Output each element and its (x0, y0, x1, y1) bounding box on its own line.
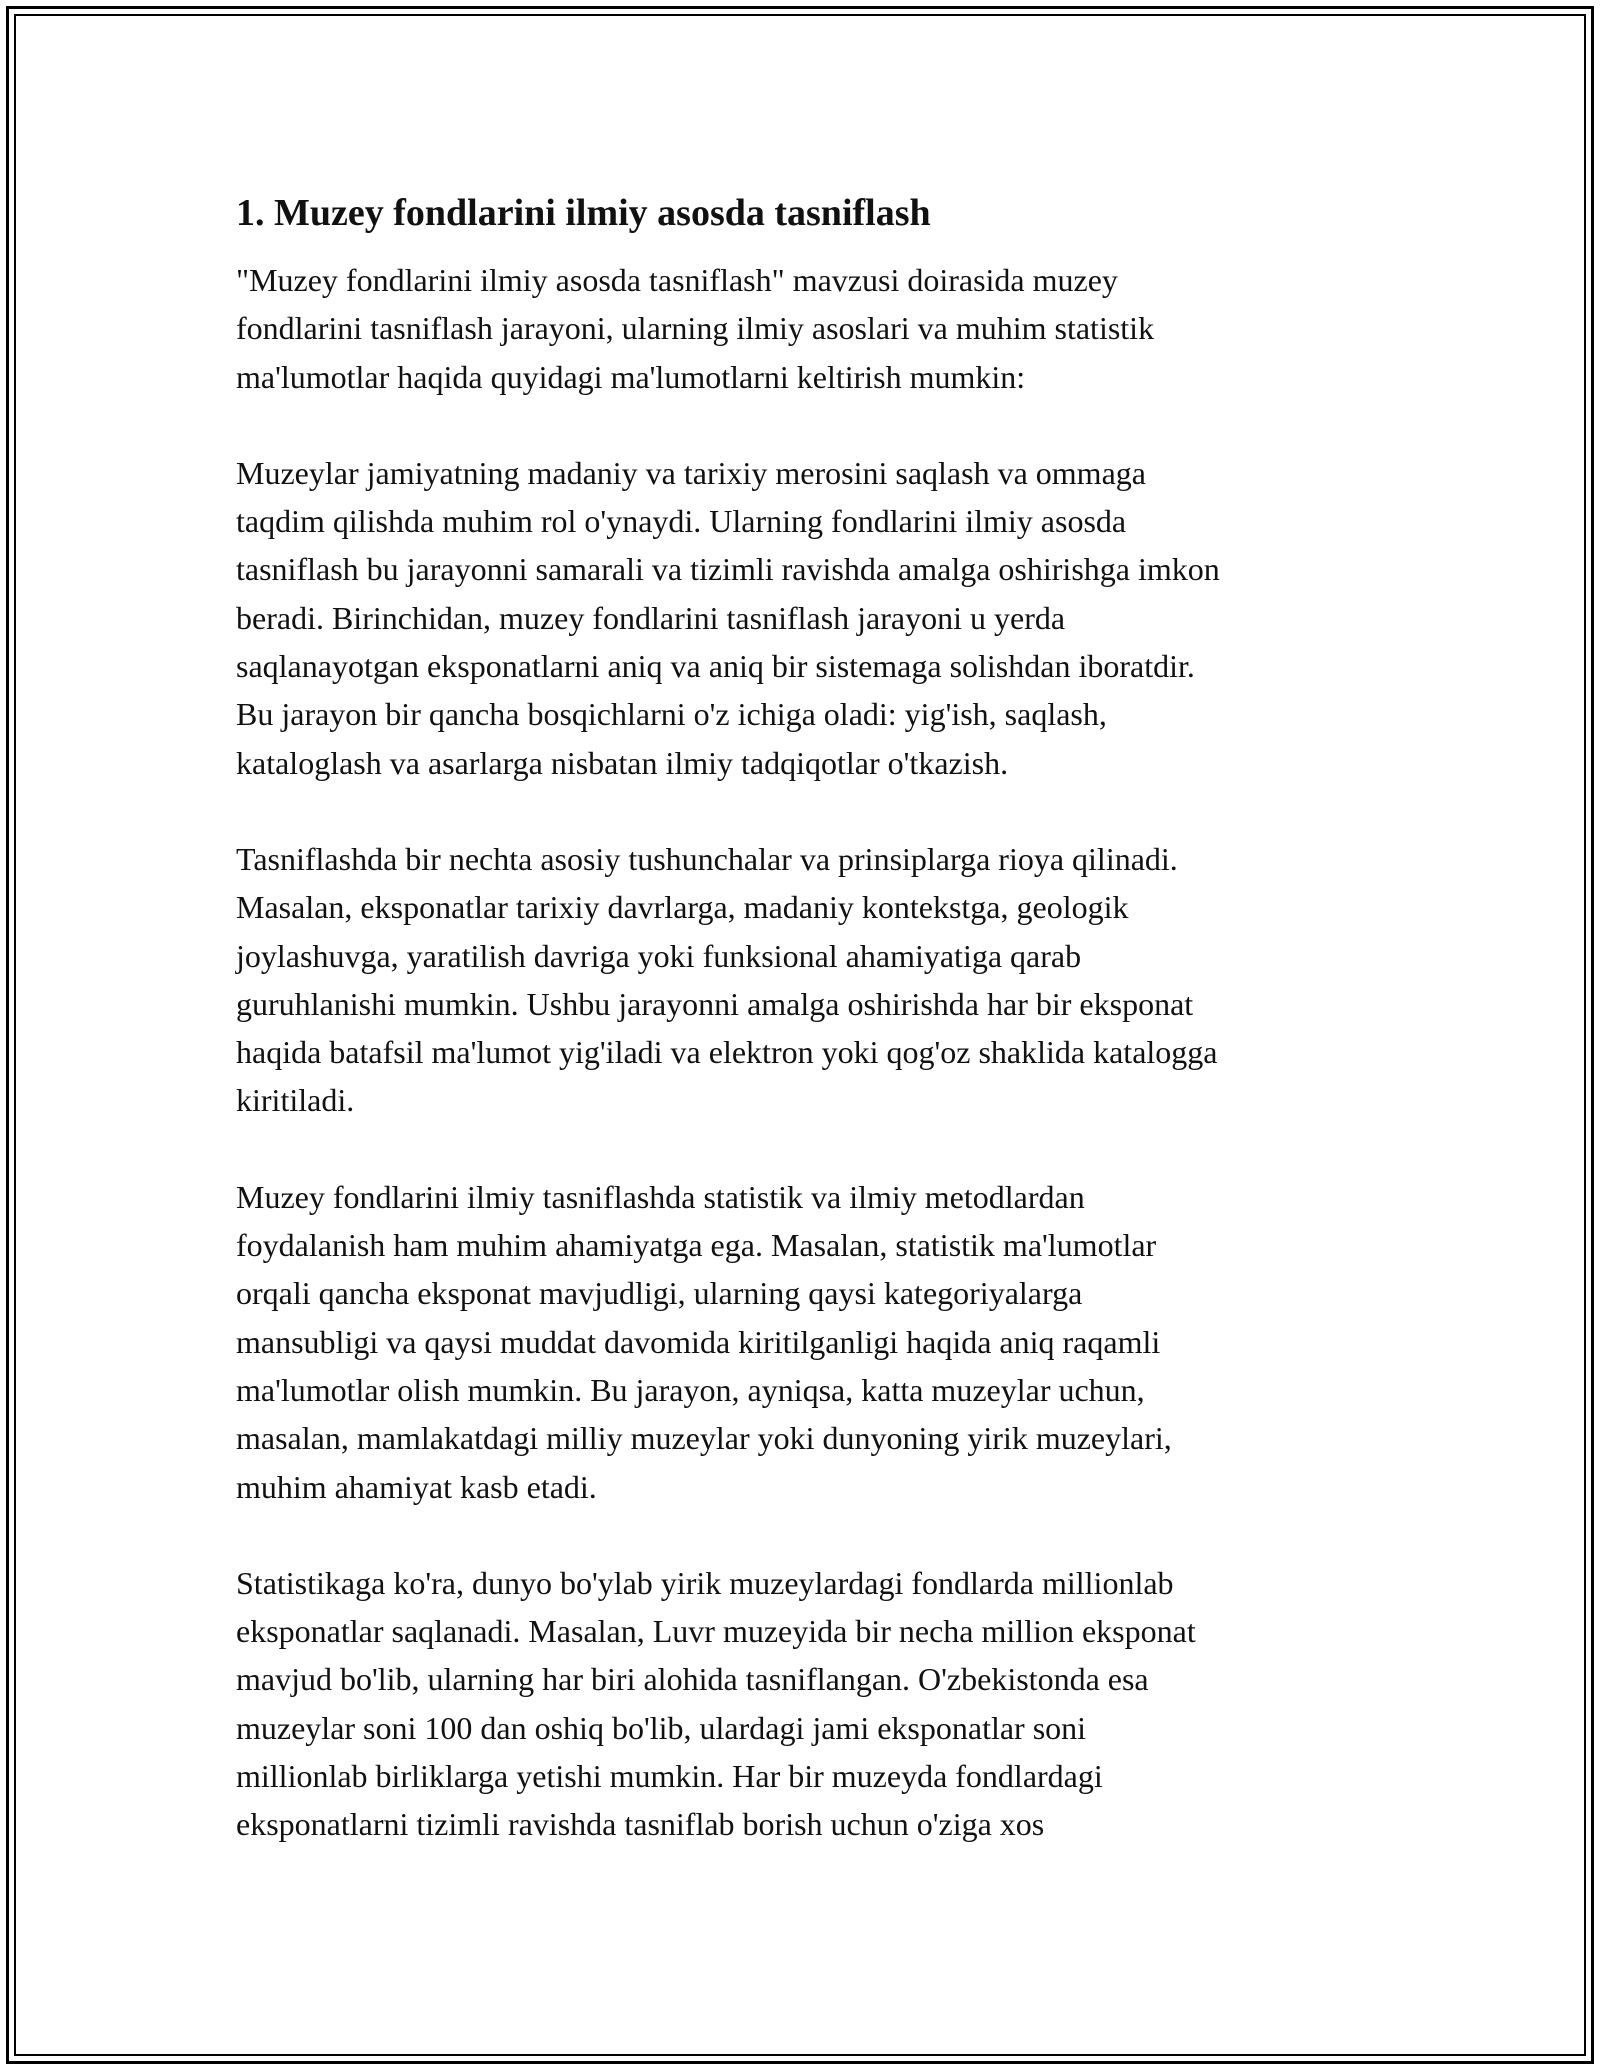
paragraph-line: Tasniflashda bir nechta asosiy tushunchalar va prinsiplarga rioya qilinadi. (236, 840, 1178, 877)
paragraph-list (236, 256, 1366, 1849)
paragraph-line: Muzeylar jamiyatning madaniy va tarixiy merosini saqlash va ommaga (236, 454, 1146, 491)
paragraph-line: beradi. Birinchidan, muzey fondlarini tasniflash jarayoni u yerda (236, 599, 1066, 636)
paragraph (236, 449, 1366, 787)
paragraph-line: mavjud bo'lib, ularning har biri alohida tasniflangan. O'zbekistonda esa (236, 1661, 1149, 1698)
paragraph-line: masalan, mamlakatdagi milliy muzeylar yoki dunyoning yirik muzeylari, (236, 1420, 1172, 1457)
paragraph-line: Muzey fondlarini ilmiy tasniflashda statistik va ilmiy metodlardan (236, 1178, 1085, 1215)
paragraph (236, 1559, 1366, 1849)
paragraph-line: eksponatlarni tizimli ravishda tasniflab borish uchun o'ziga xos (236, 1806, 1045, 1843)
paragraph-line: taqdim qilishda muhim rol o'ynaydi. Ularning fondlarini ilmiy asosda (236, 503, 1127, 540)
paragraph-line: Statistikaga ko'ra, dunyo bo'ylab yirik muzeylardagi fondlarda millionlab (236, 1564, 1174, 1601)
paragraph-line: Bu jarayon bir qancha bosqichlarni o'z ichiga oladi: yig'ish, saqlash, (236, 696, 1107, 733)
paragraph-line: orqali qancha eksponat mavjudligi, ularning qaysi kategoriyalarga (236, 1275, 1083, 1312)
paragraph-line: mansubligi va qaysi muddat davomida kiritilganligi haqida aniq raqamli (236, 1323, 1161, 1360)
paragraph-line: muhim ahamiyat kasb etadi. (236, 1468, 597, 1505)
paragraph-line: millionlab birliklarga yetishi mumkin. Har bir muzeyda fondlardagi (236, 1758, 1103, 1795)
paragraph-line: joylashuvga, yaratilish davriga yoki funksional ahamiyatiga qarab (236, 937, 1082, 974)
paragraph-line: saqlanayotgan eksponatlarni aniq va aniq bir sistemaga solishdan iboratdir. (236, 648, 1195, 685)
paragraph-line: ma'lumotlar haqida quyidagi ma'lumotlarni keltirish mumkin: (236, 358, 1026, 395)
paragraph-line: fondlarini tasniflash jarayoni, ularning ilmiy asoslari va muhim statistik (236, 310, 1155, 347)
paragraph (236, 835, 1366, 1125)
paragraph-line: foydalanish ham muhim ahamiyatga ega. Masalan, statistik ma'lumotlar (236, 1227, 1157, 1264)
paragraph-line: muzeylar soni 100 dan oshiq bo'lib, ulardagi jami eksponatlar soni (236, 1709, 1087, 1746)
paragraph-line: Masalan, eksponatlar tarixiy davrlarga, madaniy kontekstga, geologik (236, 889, 1129, 926)
paragraph-line: guruhlanishi mumkin. Ushbu jarayonni amalga oshirishda har bir eksponat (236, 985, 1194, 1022)
paragraph-line: "Muzey fondlarini ilmiy asosda tasniflash" mavzusi doirasida muzey (236, 262, 1118, 298)
paragraph (236, 1173, 1366, 1511)
paragraph (236, 256, 1366, 401)
document-body (236, 188, 1366, 1897)
paragraph-line: tasniflash bu jarayonni samarali va tizimli ravishda amalga oshirishga imkon (236, 551, 1220, 588)
paragraph-line: haqida batafsil ma'lumot yig'iladi va elektron yoki qog'oz shaklida katalogga (236, 1034, 1218, 1071)
paragraph-line: kiritiladi. (236, 1082, 355, 1119)
paragraph-line: kataloglash va asarlarga nisbatan ilmiy tadqiqotlar o'tkazish. (236, 744, 1009, 781)
paragraph-line: ma'lumotlar olish mumkin. Bu jarayon, ayniqsa, katta muzeylar uchun, (236, 1371, 1145, 1408)
section-heading: 1. Muzey fondlarini ilmiy asosda tasniflash (236, 192, 931, 234)
paragraph-line: eksponatlar saqlanadi. Masalan, Luvr muzeyida bir necha million eksponat (236, 1613, 1196, 1650)
